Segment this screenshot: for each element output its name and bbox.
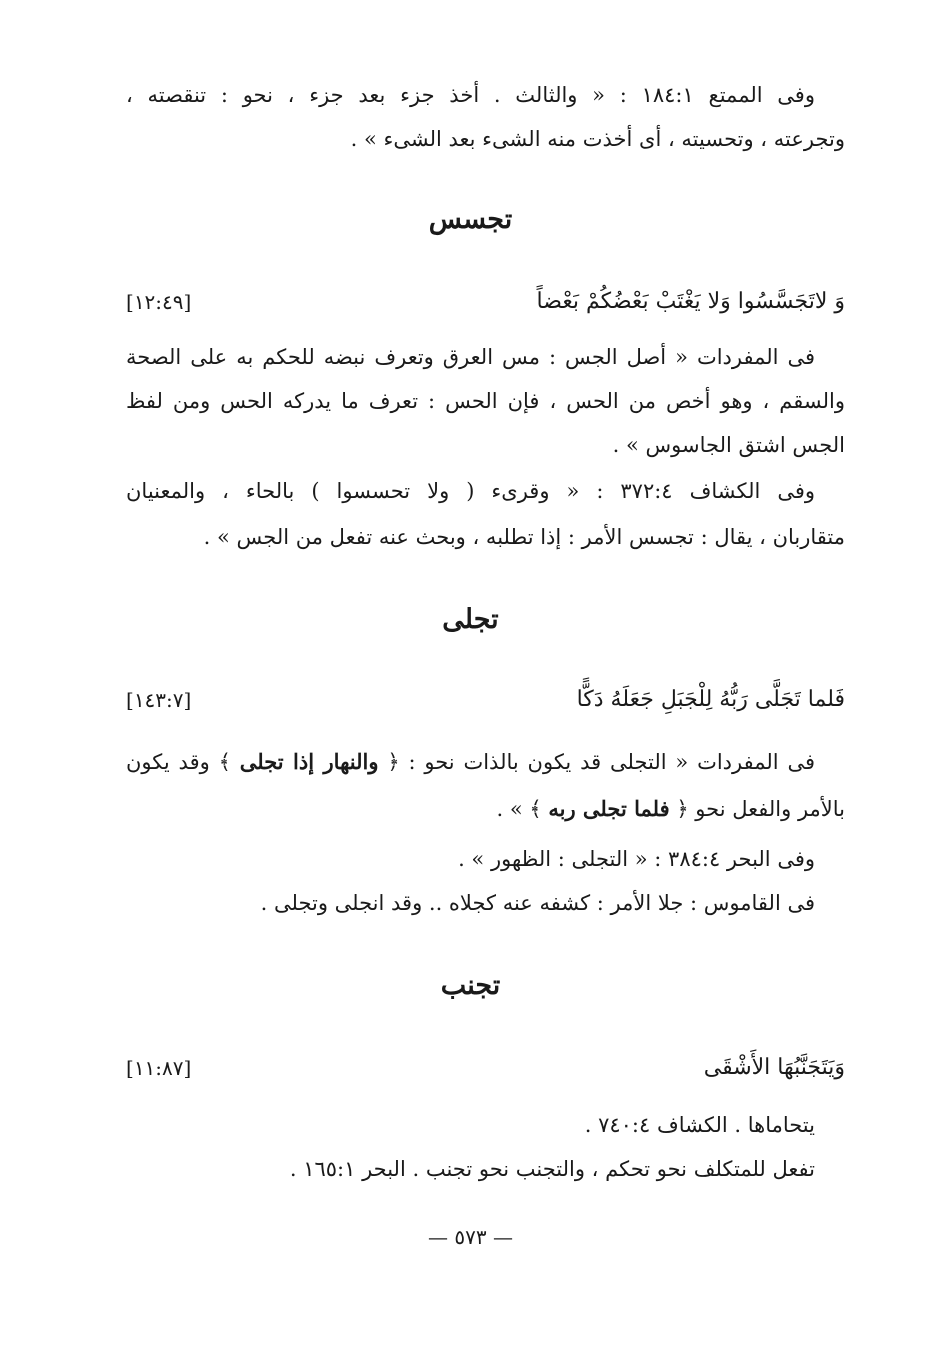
paragraph-line: متقاربان ، يقال : تجسس الأمر : إذا تطلبه ، وبحث عنه تفعل من الجس » .	[203, 525, 845, 549]
verse-reference: [١١:٨٧]	[126, 1056, 192, 1080]
text-segment: فى المفردات « التجلى قد يكون بالذات نحو : ﴿	[387, 750, 815, 774]
verse-reference: [١٤٣:٧]	[126, 688, 192, 712]
paragraph-line: يتحاماها . الكشاف ٧٤٠:٤ .	[584, 1113, 815, 1137]
quoted-verse: والنهار إذا تجلى	[239, 749, 379, 774]
quran-verse: وَ لاتَجَسَّسُوا وَلا يَغْتَبْ بَعْضُكُمْ بَعْضاً	[536, 289, 845, 314]
text-segment: ﴾ وقد يكون	[126, 750, 231, 774]
paragraph-line	[126, 792, 845, 826]
paragraph-line: فى المفردات « أصل الجس : مس العرق وتعرف نبضه للحكم به على الصحة	[126, 345, 815, 369]
section-title-tajalla: تجلى	[442, 604, 499, 635]
section-title-tajannab: تجنب	[440, 970, 501, 1001]
verse-reference: [١٢:٤٩]	[126, 290, 192, 314]
paragraph-line: وفى البحر ٣٨٤:٤ : « التجلى : الظهور » .	[458, 847, 815, 871]
section-title-tajassas: تجسس	[428, 204, 513, 235]
quoted-verse: فلما تجلى ربه	[548, 796, 670, 821]
quran-verse: فَلما تَجَلَّى رَبُّهُ لِلْجَبَلِ جَعَلَهُ دَكًّا	[576, 687, 845, 712]
paragraph-line	[126, 745, 815, 779]
text-segment: ﴾ » .	[496, 797, 542, 821]
paragraph-line: الجس اشتق الجاسوس » .	[612, 433, 845, 457]
paragraph-line: تفعل للمتكلف نحو تحكم ، والتجنب نحو تجنب . البحر ١٦٥:١ .	[289, 1157, 815, 1181]
page-number: — ٥٧٣ —	[428, 1225, 513, 1249]
verse-row-tajassas	[126, 282, 845, 322]
paragraph-line: فى القاموس : جلا الأمر : كشفه عنه كجلاه .. وقد انجلى وتجلى .	[260, 891, 815, 915]
paragraph-line: وفى الكشاف ٣٧٢:٤ : « وقرىء ( ولا تحسسوا ) بالحاء ، والمعنيان	[126, 479, 815, 503]
quran-verse: وَيَتَجَنَّبُهَا الأَشْقَى	[703, 1055, 845, 1080]
text-segment: بالأمر والفعل نحو ﴿	[676, 797, 845, 821]
intro-line-1: وفى الممتع ١٨٤:١ : « والثالث . أخذ جزء بعد جزء ، نحو : تنقصته ،	[126, 83, 815, 107]
paragraph-line: والسقم ، وهو أخص من الحس ، فإن الحس : تعرف ما يدركه الحس ومن لفظ	[126, 389, 845, 413]
verse-row-tajalla	[126, 680, 845, 720]
intro-line-2: وتجرعته ، وتحسيته ، أى أخذت منه الشىء بعد الشىء » .	[350, 127, 845, 151]
verse-row-tajannab	[126, 1048, 845, 1088]
